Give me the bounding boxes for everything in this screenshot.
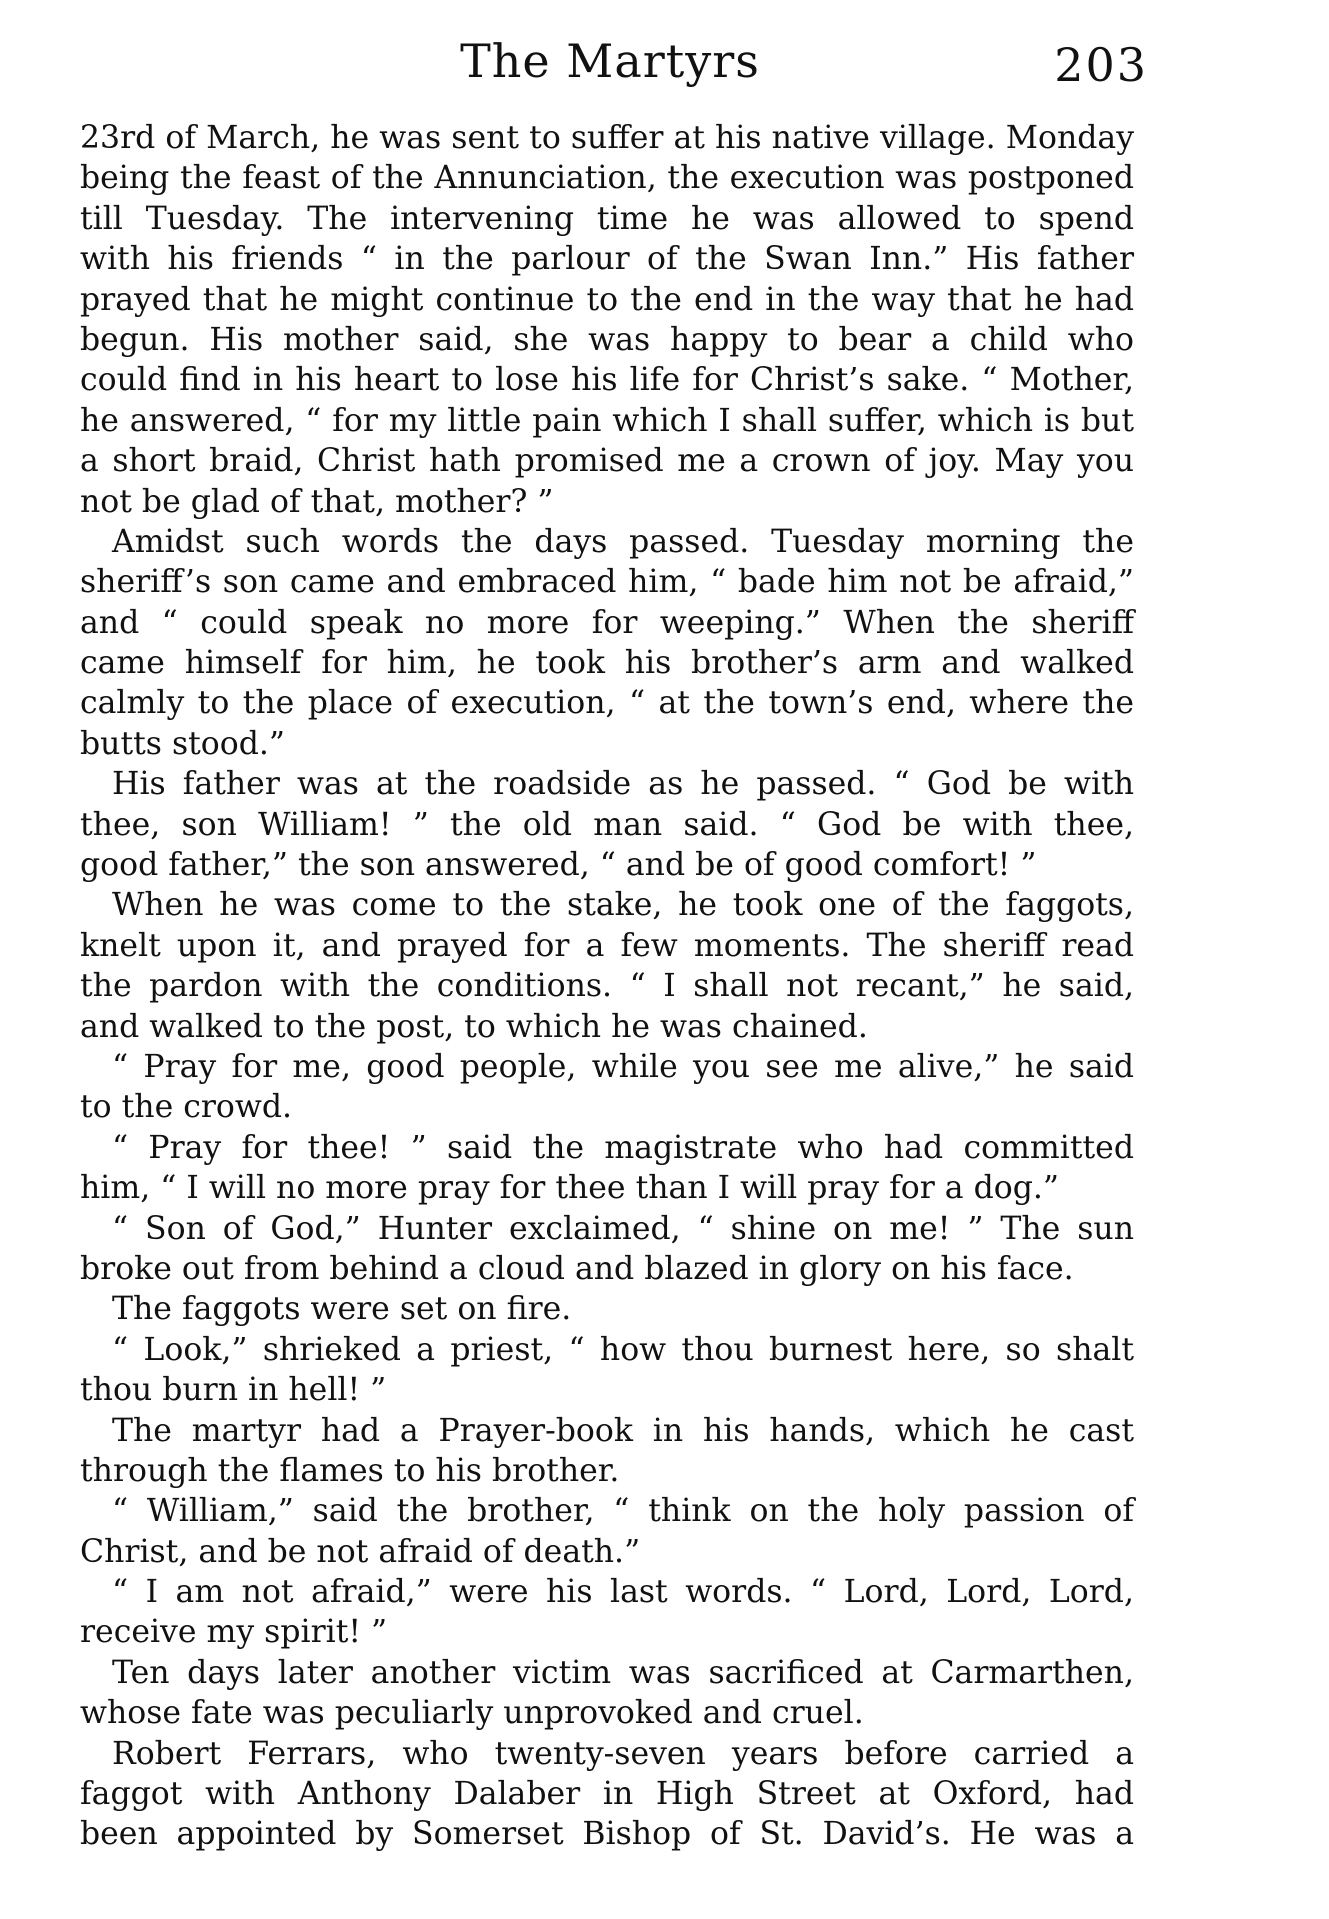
body-text	[80, 118, 1134, 1855]
text-line: His father was at the roadside as he passed. “ God be with	[112, 766, 1134, 803]
text-line: knelt upon it, and prayed for a few moments. The sheriff read	[80, 927, 1134, 964]
text-line: good father,” the son answered, “ and be of good comfort! ”	[80, 847, 1037, 884]
text-line: not be glad of that, mother? ”	[80, 483, 554, 520]
text-line: to the crowd.	[80, 1089, 293, 1126]
text-line: faggot with Anthony Dalaber in High Street at Oxford, had	[80, 1776, 1134, 1813]
text-line: “ Pray for thee! ” said the magistrate who had committed	[112, 1129, 1134, 1166]
text-line: “ William,” said the brother, “ think on the holy passion of	[112, 1493, 1134, 1530]
running-title: The Martyrs	[460, 34, 760, 88]
text-line: he answered, “ for my little pain which I shall suffer, which is but	[80, 402, 1134, 439]
page-number: 203	[1054, 38, 1148, 92]
text-line: butts stood.”	[80, 725, 285, 762]
text-line: Christ, and be not afraid of death.”	[80, 1533, 641, 1570]
text-line: him, “ I will no more pray for thee than I will pray for a dog.”	[80, 1170, 1059, 1207]
text-line: sheriff’s son came and embraced him, “ bade him not be afraid,”	[80, 564, 1134, 601]
text-line: till Tuesday. The intervening time he was allowed to spend	[80, 200, 1134, 237]
text-line: Robert Ferrars, who twenty-seven years before carried a	[112, 1735, 1134, 1772]
text-line: The faggots were set on fire.	[112, 1291, 572, 1328]
text-line: 23rd of March, he was sent to suffer at his native village. Monday	[80, 120, 1134, 156]
text-line: and “ could speak no more for weeping.” When the sheriff	[80, 604, 1134, 641]
text-line: “ Son of God,” Hunter exclaimed, “ shine on me! ” The sun	[112, 1210, 1134, 1247]
text-line: broke out from behind a cloud and blazed in glory on his face.	[80, 1250, 1074, 1287]
text-line: begun. His mother said, she was happy to bear a child who	[80, 321, 1134, 358]
text-line: the pardon with the conditions. “ I shall not recant,” he said,	[80, 968, 1134, 1005]
text-line: Amidst such words the days passed. Tuesday morning the	[112, 523, 1134, 560]
text-line: prayed that he might continue to the end in the way that he had	[80, 281, 1134, 318]
text-line: whose fate was peculiarly unprovoked and cruel.	[80, 1695, 864, 1732]
text-line: “ I am not afraid,” were his last words. “ Lord, Lord, Lord,	[112, 1574, 1134, 1611]
running-head	[80, 26, 1148, 96]
text-line: came himself for him, he took his brother’s arm and walked	[80, 645, 1134, 682]
text-line: The martyr had a Prayer-book in his hands, which he cast	[112, 1412, 1134, 1449]
text-line: could find in his heart to lose his life for Christ’s sake. “ Mother,	[80, 362, 1134, 399]
text-line: “ Pray for me, good people, while you see me alive,” he said	[112, 1048, 1134, 1085]
text-line: When he was come to the stake, he took one of the faggots,	[112, 887, 1134, 924]
text-line: “ Look,” shrieked a priest, “ how thou burnest here, so shalt	[112, 1331, 1134, 1368]
text-line: through the flames to his brother.	[80, 1452, 620, 1489]
text-line: being the feast of the Annunciation, the execution was postponed	[80, 160, 1134, 197]
text-line: Ten days later another victim was sacrificed at Carmarthen,	[112, 1654, 1134, 1691]
text-line: calmly to the place of execution, “ at the town’s end, where the	[80, 685, 1134, 722]
text-line: and walked to the post, to which he was chained.	[80, 1008, 868, 1045]
text-line: been appointed by Somerset Bishop of St. David’s. He was a	[80, 1816, 1134, 1853]
text-line: thou burn in hell! ”	[80, 1372, 387, 1409]
text-line: receive my spirit! ”	[80, 1614, 388, 1651]
text-line: with his friends “ in the parlour of the Swan Inn.” His father	[80, 241, 1134, 278]
text-line: thee, son William! ” the old man said. “ God be with thee,	[80, 806, 1134, 843]
text-line: a short braid, Christ hath promised me a crown of joy. May you	[80, 443, 1134, 480]
